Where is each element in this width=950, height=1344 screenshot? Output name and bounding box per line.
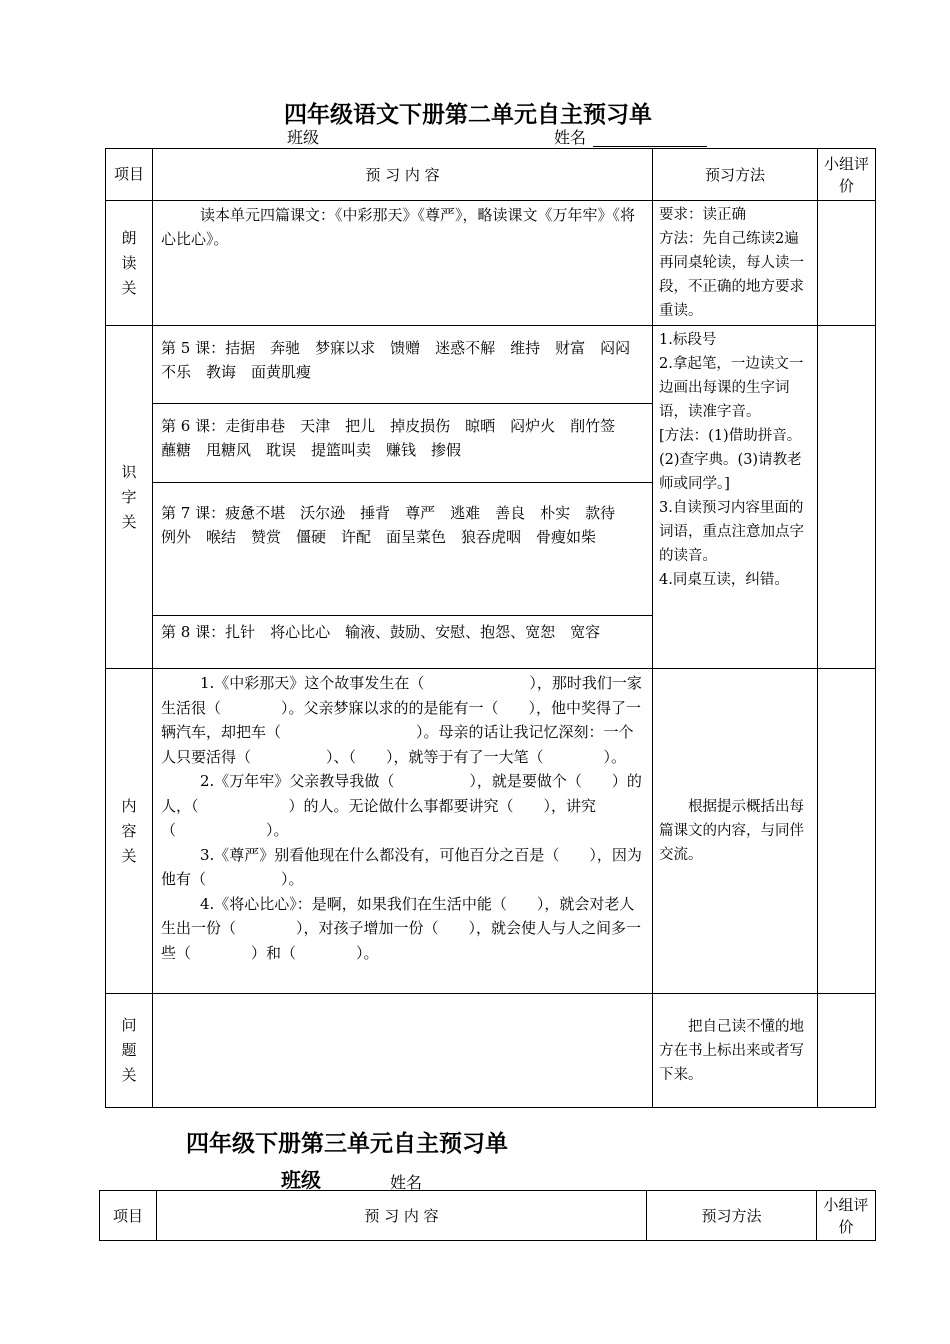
row-characters-eval — [818, 326, 876, 669]
sheet1-name-label: 姓名 — [554, 128, 587, 147]
sheet2-table — [99, 1190, 876, 1241]
row-reading — [106, 201, 876, 326]
row-questions — [106, 994, 876, 1108]
question-1: 1.《中彩那天》这个故事发生在（ ），那时我们一家生活很（ ）。父亲梦寐以求的的是能有一（ ），他中奖得了一辆汽车，却把车（ ）。母亲的话让我记忆深刻：一个人只要活得（ ）、（ ），就等于有了一大笔（ ）。 — [161, 674, 642, 766]
lessons-table — [153, 326, 652, 668]
header-content: 预 习 内 容 — [153, 149, 653, 201]
row-content-item: 内 容 关 — [106, 669, 153, 994]
row-characters-method: 1.标段号 2.拿起笔，一边读文一边画出每课的生字词语，读准字音。 [方法：(1)借助拼音。(2)查字典。(3)请教老师或同学。] 3.自读预习内容里面的词语，重点注意加点字的读音。 4.同桌互读，纠错。 — [653, 326, 818, 669]
sheet2-class-label: 班级 — [281, 1168, 321, 1192]
sheet2-header-item: 项目 — [100, 1191, 157, 1241]
sheet2-header-row — [100, 1191, 876, 1241]
lesson-6: 第 6 课：走街串巷 天津 把儿 掉皮损伤 晾晒 闷炉火 削竹签 蘸糖 甩糖风 耽误 提篮叫卖 赚钱 掺假 — [153, 404, 652, 483]
row-questions-content — [153, 994, 653, 1108]
name-underline — [593, 146, 707, 147]
sheet2-name-label: 姓名 — [390, 1173, 423, 1192]
row-characters — [106, 326, 876, 669]
row-content-content — [153, 669, 653, 994]
sheet2-header-content: 预 习 内 容 — [157, 1191, 647, 1241]
row-reading-content: 读本单元四篇课文：《中彩那天》《尊严》，略读课文《万年牢》《将心比心》。 — [153, 201, 653, 326]
row-questions-method: 把自己读不懂的地方在书上标出来或者写下来。 — [653, 994, 818, 1108]
row-content — [106, 669, 876, 994]
row-characters-item: 识 字 关 — [106, 326, 153, 669]
row-content-method: 根据提示概括出每篇课文的内容，与同伴交流。 — [653, 669, 818, 994]
row-reading-eval — [818, 201, 876, 326]
header-method: 预习方法 — [653, 149, 818, 201]
sheet1-table — [105, 148, 876, 1108]
lesson-8: 第 8 课：扎针 将心比心 输液、鼓励、安慰、抱怨、宽恕 宽容 — [161, 623, 601, 641]
row-questions-item: 问 题 关 — [106, 994, 153, 1108]
row-reading-method: 要求：读正确 方法：先自己练读2遍再同桌轮读，每人读一段，不正确的地方要求重读。 — [653, 201, 818, 326]
header-item: 项目 — [106, 149, 153, 201]
header-row — [106, 149, 876, 201]
question-3: 3.《尊严》别看他现在什么都没有，可他百分之百是（ ），因为他有（ ）。 — [161, 845, 642, 888]
question-4: 4.《将心比心》：是啊，如果我们在生活中能（ ），就会对老人生出一份（ ），对孩子增加一份（ ），就会使人与人之间多一些（ ）和（ ）。 — [161, 894, 642, 962]
header-eval: 小组评价 — [818, 149, 876, 201]
lesson-5: 第 5 课：拮据 奔驰 梦寐以求 馈赠 迷惑不解 维持 财富 闷闷不乐 教诲 面黄肌瘦 — [153, 326, 652, 404]
sheet2-header-eval: 小组评价 — [817, 1191, 876, 1241]
question-2: 2.《万年牢》父亲教导我做（ ），就是要做个（ ）的人，（ ）的人。无论做什么事都要讲究（ ），讲究（ ）。 — [161, 772, 642, 839]
row-characters-content — [153, 326, 653, 669]
sheet1-title: 四年级语文下册第二单元自主预习单 — [284, 101, 652, 128]
sheet2-title: 四年级下册第三单元自主预习单 — [186, 1130, 508, 1157]
row-questions-eval — [818, 994, 876, 1108]
lesson-7: 第 7 课：疲惫不堪 沃尔逊 捶背 尊严 逃难 善良 朴实 款待 例外 喉结 赞赏 僵硬 许配 面呈菜色 狼吞虎咽 骨瘦如柴 — [153, 483, 652, 616]
sheet1-class-label: 班级 — [287, 128, 320, 147]
row-content-eval — [818, 669, 876, 994]
sheet2-header-method: 预习方法 — [647, 1191, 817, 1241]
row-reading-item: 朗 读 关 — [106, 201, 153, 326]
